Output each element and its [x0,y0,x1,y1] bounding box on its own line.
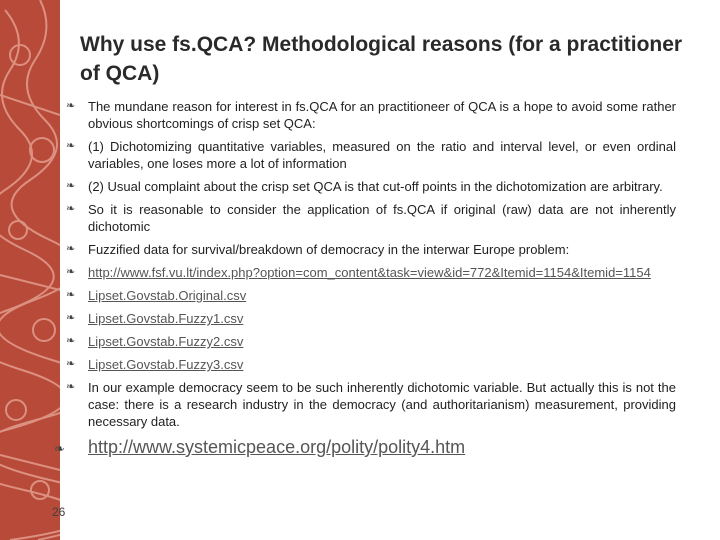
fleuron-icon: ❧ [54,441,65,456]
list-item [66,98,676,132]
bullet-text: (1) Dichotomizing quantitative variables, measured on the ratio and interval level, or even ordinal variables, one loses more a lot of information [88,139,676,171]
page-title: Why use fs.QCA? Methodological reasons (for a practitioner of QCA) [80,33,683,85]
fleuron-icon: ❧ [66,312,76,324]
file-link-original[interactable]: Lipset.Govstab.Original.csv [88,288,247,303]
link-item[interactable] [66,356,676,373]
link-item[interactable] [66,287,676,304]
fleuron-icon: ❧ [66,335,76,347]
fleuron-icon: ❧ [66,203,76,215]
fleuron-icon: ❧ [66,266,76,278]
link-item[interactable] [66,310,676,327]
link-item[interactable] [66,264,676,281]
list-item [66,178,676,195]
bullet-text: So it is reasonable to consider the application of fs.QCA if original (raw) data are not inherently dichotomic [88,202,676,234]
link-item[interactable] [66,333,676,350]
file-link-fuzzy2[interactable]: Lipset.Govstab.Fuzzy2.csv [88,334,244,349]
file-link-fuzzy1[interactable]: Lipset.Govstab.Fuzzy1.csv [88,311,244,326]
fleuron-icon: ❧ [66,243,76,255]
bullet-list [54,98,676,464]
bullet-text: In our example democracy seem to be such inherently dichotomic variable. But actually this is not the case: there is a research industry in the democracy (and authoritarianism) measurement, providing necessary data. [88,380,676,429]
list-item [66,241,676,258]
list-item [66,138,676,172]
bullet-text: (2) Usual complaint about the crisp set QCA is that cut-off points in the dichotomization are arbitrary. [88,179,663,194]
page-number: 26 [52,505,66,519]
decorative-sidebar [0,0,60,540]
file-link-fuzzy3[interactable]: Lipset.Govstab.Fuzzy3.csv [88,357,244,372]
bullet-text: Fuzzified data for survival/breakdown of democracy in the interwar Europe problem: [88,242,570,257]
list-item [66,379,676,430]
fleuron-icon: ❧ [66,381,76,393]
list-item [66,201,676,235]
bullet-text: The mundane reason for interest in fs.QCA for an practitioneer of QCA is a hope to avoid some rather obvious shortcomings of crisp set QCA: [88,99,676,131]
fleuron-icon: ❧ [66,289,76,301]
link-item[interactable] [54,436,676,458]
fleuron-icon: ❧ [66,180,76,192]
polity-link[interactable]: http://www.systemicpeace.org/polity/polity4.htm [88,437,466,457]
tribal-pattern-icon [0,0,60,540]
fleuron-icon: ❧ [66,100,76,112]
fleuron-icon: ❧ [66,140,76,152]
course-link[interactable]: http://www.fsf.vu.lt/index.php?option=com_content&task=view&id=772&Itemid=1154&Itemid=1154 [88,265,651,280]
fleuron-icon: ❧ [66,358,76,370]
